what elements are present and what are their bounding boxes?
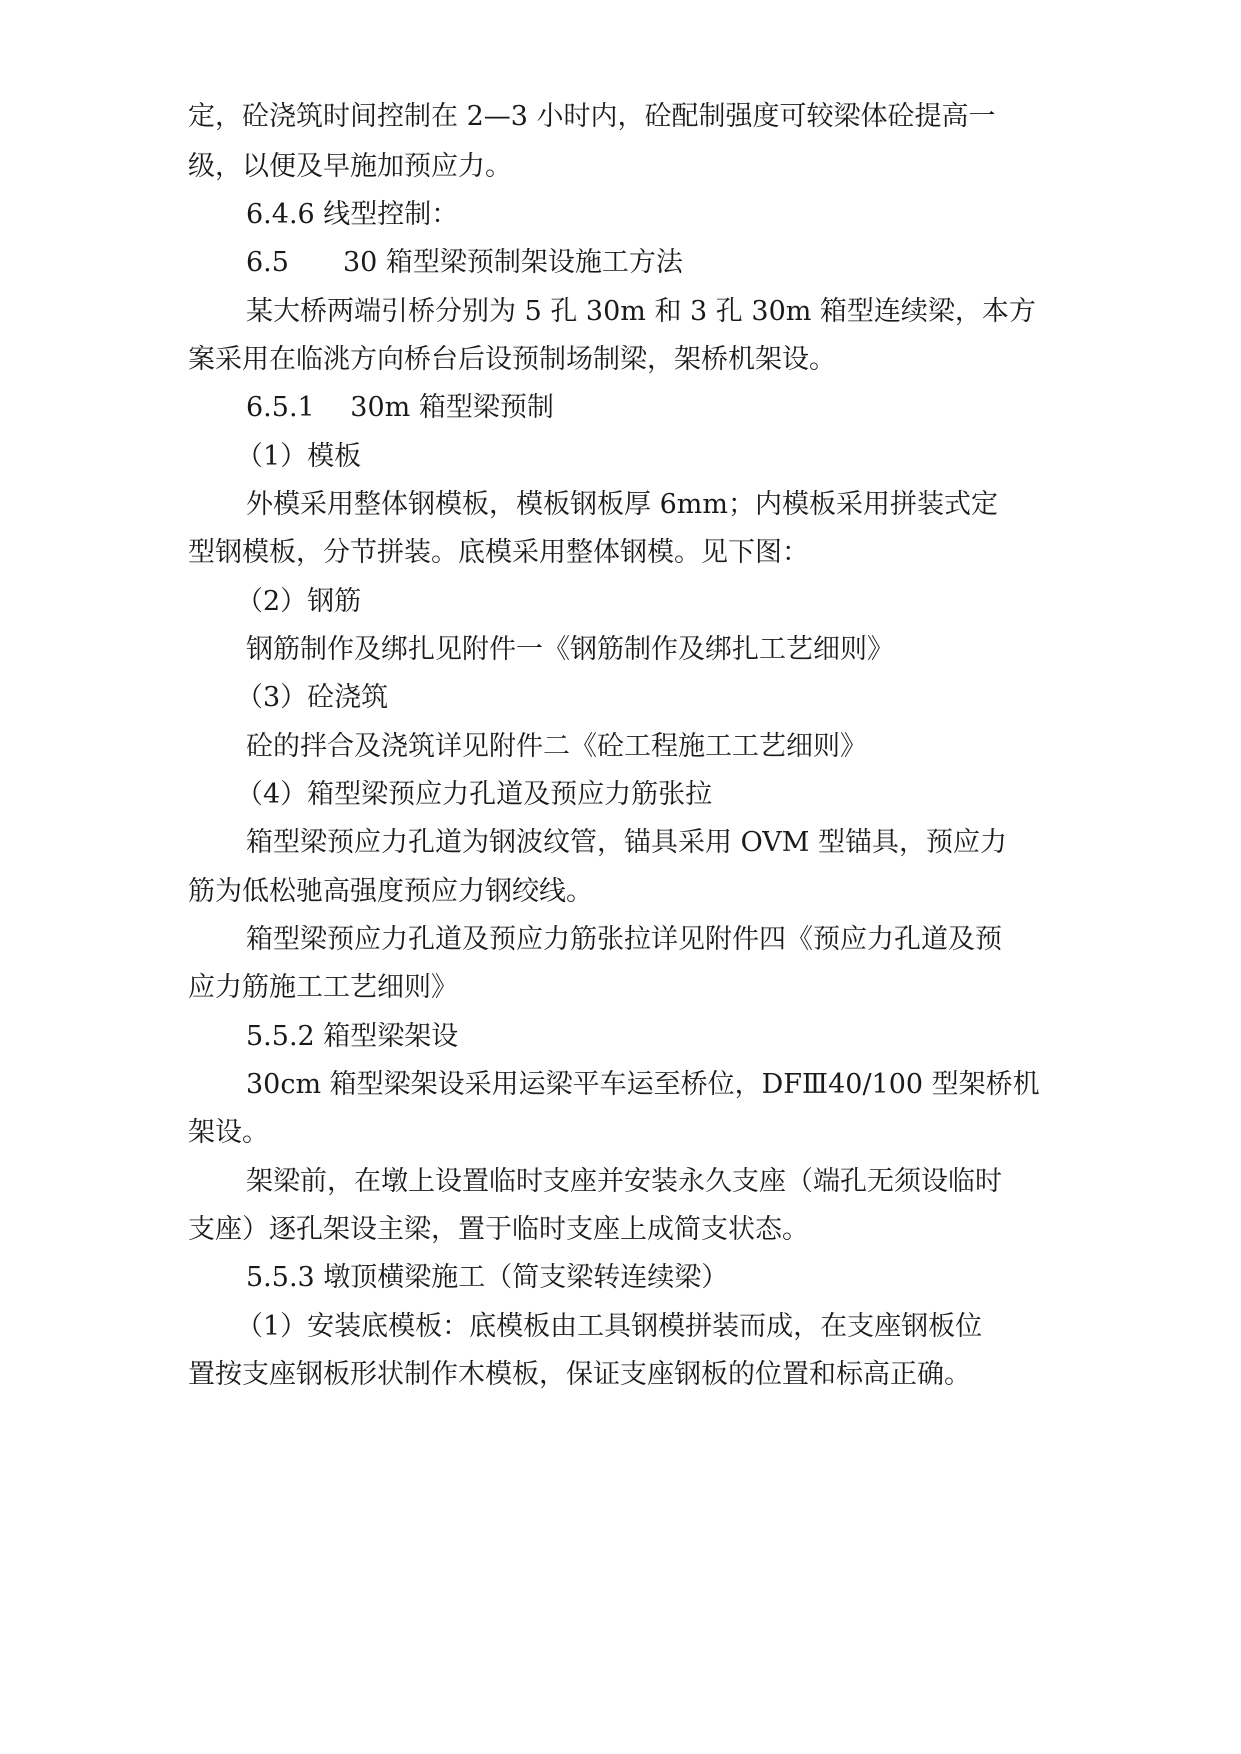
subsection-heading: （1）模板 [236, 441, 362, 472]
text-line: 钢筋制作及绑扎见附件一《钢筋制作及绑扎工艺细则》 [246, 634, 894, 665]
section-heading: 6.4.6 线型控制： [246, 199, 459, 230]
text-line: 架梁前，在墩上设置临时支座并安装永久支座（端孔无须设临时 [246, 1166, 1002, 1197]
text-line: 置按支座钢板形状制作木模板，保证支座钢板的位置和标高正确。 [188, 1359, 971, 1390]
text-line: 箱型梁预应力孔道为钢波纹管，锚具采用 OVM 型锚具，预应力 [246, 827, 1007, 858]
section-heading: 6.5.1 30m 箱型梁预制 [246, 392, 554, 423]
text-line: 某大桥两端引桥分别为 5 孔 30m 和 3 孔 30m 箱型连续梁，本方 [246, 296, 1036, 327]
text-line: （1）安装底模板：底模板由工具钢模拼装而成，在支座钢板位 [236, 1311, 983, 1342]
subsection-heading: （2）钢筋 [236, 586, 362, 617]
text-line: 应力筋施工工艺细则》 [188, 972, 458, 1003]
text-line: 架设。 [188, 1117, 269, 1148]
text-line: 外模采用整体钢模板，模板钢板厚 6mm；内模板采用拼装式定 [246, 489, 998, 520]
text-line: 箱型梁预应力孔道及预应力筋张拉详见附件四《预应力孔道及预 [246, 924, 1002, 955]
subsection-heading: （4）箱型梁预应力孔道及预应力筋张拉 [236, 779, 713, 810]
text-line: 型钢模板，分节拼装。底模采用整体钢模。见下图： [188, 537, 809, 568]
text-line: 定，砼浇筑时间控制在 2—3 小时内，砼配制强度可较梁体砼提高一 [188, 101, 996, 132]
text-line: 30cm 箱型梁架设采用运梁平车运至桥位，DFⅢ40/100 型架桥机 [246, 1069, 1040, 1100]
text-line: 支座）逐孔架设主梁，置于临时支座上成简支状态。 [188, 1214, 809, 1245]
section-heading: 6.5 30 箱型梁预制架设施工方法 [246, 247, 683, 278]
text-line: 砼的拌合及浇筑详见附件二《砼工程施工工艺细则》 [246, 731, 867, 762]
section-heading: 5.5.2 箱型梁架设 [246, 1021, 459, 1052]
text-line: 筋为低松驰高强度预应力钢绞线。 [188, 876, 593, 907]
section-heading: 5.5.3 墩顶横梁施工（简支梁转连续梁） [246, 1262, 729, 1293]
text-line: 级，以便及早施加预应力。 [188, 151, 512, 182]
subsection-heading: （3）砼浇筑 [236, 682, 389, 713]
text-line: 案采用在临洮方向桥台后设预制场制梁，架桥机架设。 [188, 344, 836, 375]
